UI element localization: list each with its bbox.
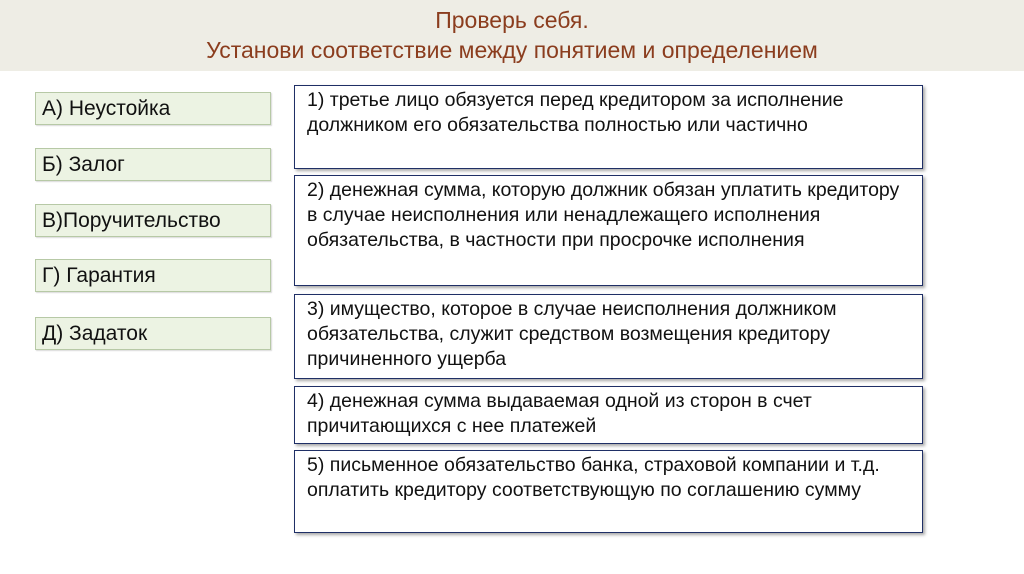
definition-4[interactable]: 4) денежная сумма выдаваемая одной из сторон в счет причитающихся с нее платежей (294, 386, 923, 444)
term-v[interactable]: В)Поручительство (35, 204, 271, 237)
slide-title: Проверь себя. (435, 7, 589, 33)
term-b[interactable]: Б) Залог (35, 148, 271, 181)
slide-subtitle: Установи соответствие между понятием и определением (206, 37, 818, 63)
term-g[interactable]: Г) Гарантия (35, 259, 271, 292)
definition-1[interactable]: 1) третье лицо обязуется перед кредитором за исполнение должником его обязательства полностью или частично (294, 85, 923, 169)
slide-header (0, 0, 1024, 71)
term-d[interactable]: Д) Задаток (35, 317, 271, 350)
definition-5[interactable]: 5) письменное обязательство банка, страховой компании и т.д. оплатить кредитору соответствующую по соглашению сумму (294, 450, 923, 533)
definition-3[interactable]: 3) имущество, которое в случае неисполнения должником обязательства, служит средством возмещения кредитору причиненного ущерба (294, 294, 923, 379)
term-a[interactable]: А) Неустойка (35, 92, 271, 125)
definition-2[interactable]: 2) денежная сумма, которую должник обязан уплатить кредитору в случае неисполнения или ненадлежащего исполнения обязательства, в частности при просрочке исполнения (294, 175, 923, 286)
